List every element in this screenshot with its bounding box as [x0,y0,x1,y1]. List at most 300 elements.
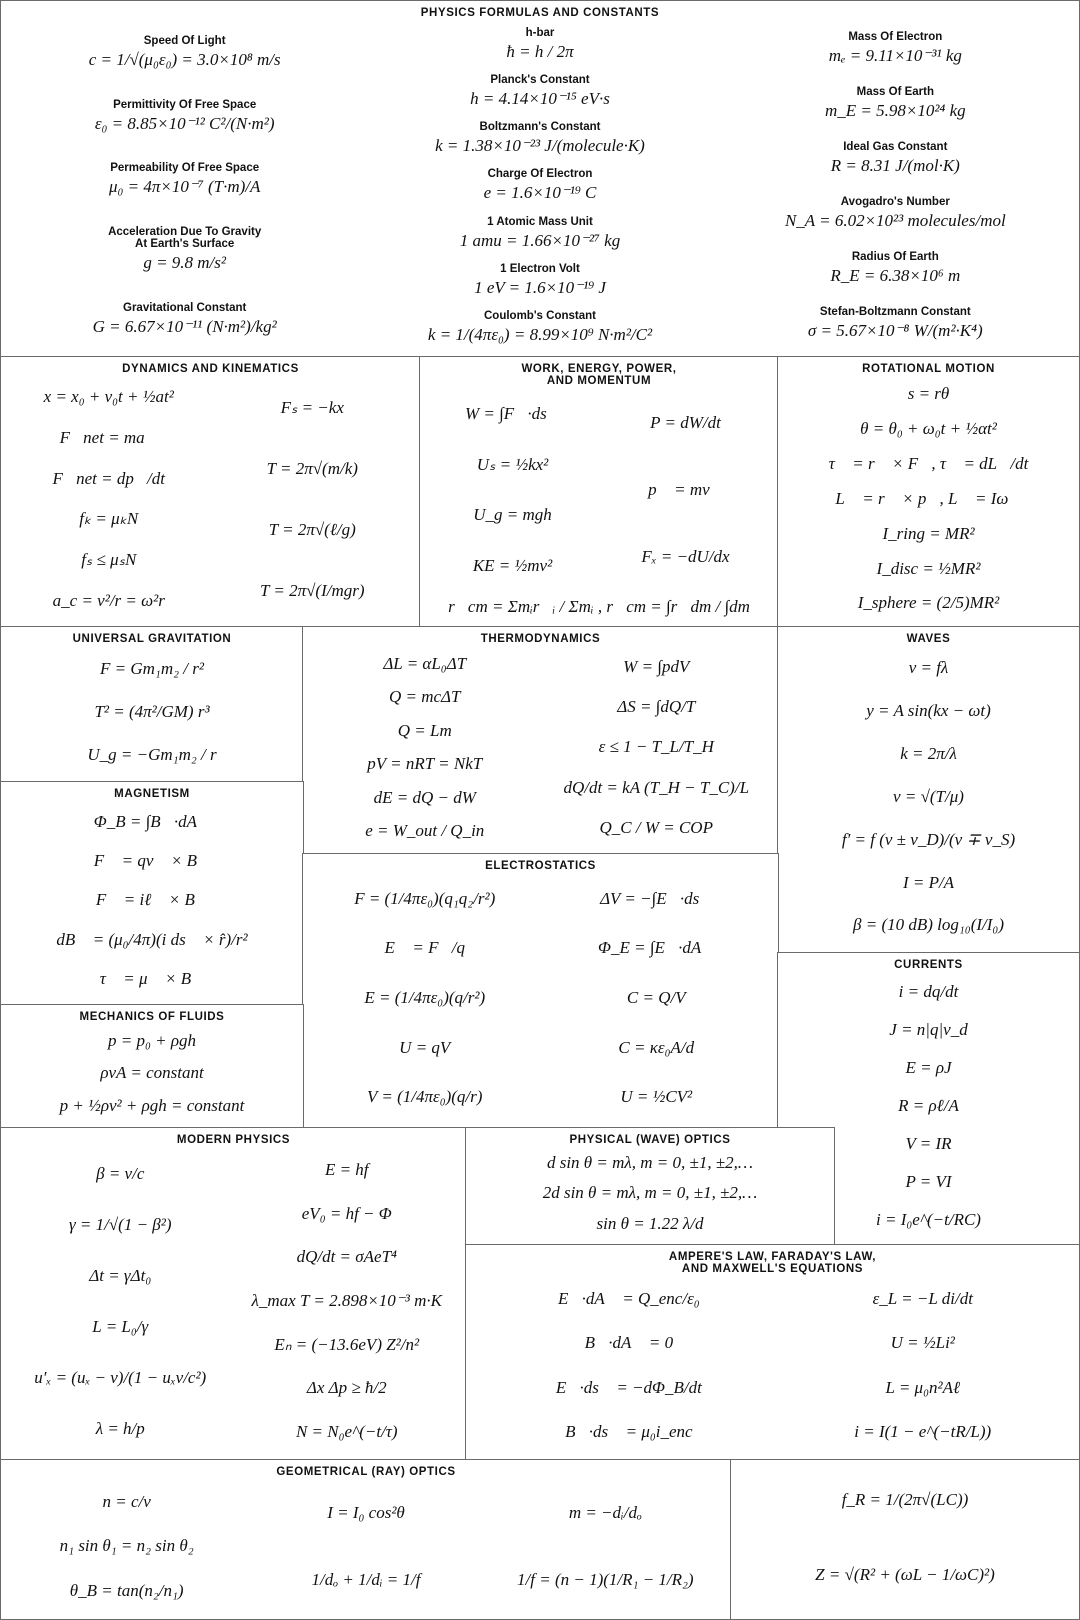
formula-item [56,930,247,950]
formula: Uₛ = ½kx² [476,454,549,474]
formula: R = ρℓ/A [898,1096,959,1115]
formula-item [274,1335,419,1355]
formula: m_E = 5.98×10²⁴ kg [824,101,966,120]
formula: m = −dᵢ/dₒ [568,1503,642,1523]
section-columns [1,375,420,627]
section-waves [777,626,1080,954]
formula-item [383,654,466,674]
formula: V = (1/4πε₀)(q/r) [367,1087,483,1107]
formula-item [598,938,714,958]
formula-column [362,21,717,351]
formula-column [784,647,1073,947]
section-columns [1,19,1079,357]
formula: dQ/dt = kA (T_H − T_C)/L [563,777,750,797]
formula: Q = mcΔT [388,687,461,707]
formula-column [541,874,773,1122]
formula-item [70,1581,184,1601]
formula: F = (1/4πε₀)(q₁q₂/r²) [354,888,496,908]
formula-item [477,455,549,475]
formula-item [650,413,721,433]
formula: T = 2π√(m/k) [266,458,358,478]
formula: 1/dₒ + 1/dᵢ = 1/f [311,1569,421,1589]
formula: 1 amu = 1.66×10⁻²⁷ kg [459,230,621,250]
formula-item [473,556,552,576]
formula-item [252,1291,442,1311]
formula-column [486,1480,725,1613]
formula-column [246,1480,485,1613]
section-columns [303,872,778,1128]
formula-item [60,428,158,448]
formula-item [905,1134,951,1154]
formula-item [905,1172,951,1192]
formula: P = dW/dt [650,412,721,432]
formula-label: Avogadro's Number [840,196,950,208]
formula: s = rθ [907,384,950,404]
formula: dQ/dt = σAeT⁴ [296,1247,397,1267]
formula-column [472,1148,828,1239]
formula-item [94,702,209,722]
formula: L⃗ = r⃗ × p⃗, L⃗ = Iω⃗ [835,488,1022,508]
formula-item [44,387,174,407]
formula: sin θ = 1.22 λ/d [596,1213,704,1233]
formula: μ₀ = 4π×10⁻⁷ (T·m)/A [108,177,261,197]
formula-item [600,818,713,838]
formula-item [470,74,610,109]
formula-item [905,1058,951,1078]
section-title: WORK, ENERGY, POWER, AND MOMENTUM [521,363,677,387]
formula: Φ_E = ∫E⃗·dA⃗ [598,938,715,958]
formula: F⃗net = ma⃗ [59,427,158,447]
formula: fₛ ≤ μₛN [81,549,137,569]
formula-column [7,1480,246,1613]
formula: h = 4.14×10⁻¹⁵ eV·s [470,89,610,109]
section-physical-optics [465,1127,835,1246]
formula-label: Ideal Gas Constant [843,141,948,153]
formula: β = (10 dB) log₁₀(I/I₀) [853,915,1004,935]
formula: p = p₀ + ρgh [107,1031,196,1051]
formula: ΔS = ∫dQ/T [617,697,696,717]
formula: F⃗ = iℓ⃗ × B⃗ [95,890,209,910]
formula: σ = 5.67×10⁻⁸ W/(m²·K⁴) [807,321,983,340]
formula-item [623,657,689,677]
section-title: WAVES [906,633,951,645]
formula: u′ₓ = (uₓ − v)/(1 − uₓv/c²) [34,1367,207,1387]
formula: Q = Lm [397,720,452,740]
formula-label: Gravitational Constant [123,301,247,314]
formula: G = 6.67×10⁻¹¹ (N·m²)/kg² [92,316,277,336]
formula-item [885,1378,960,1398]
formula-label: 1 Electron Volt [500,262,580,275]
section-title: CURRENTS [894,959,963,971]
formula: U = ½CV² [620,1087,693,1107]
formula-item [60,1536,194,1556]
formula-item [854,1422,991,1442]
formula-column [7,377,211,621]
formula-column [234,1148,461,1454]
formula-item [94,851,210,871]
formula: U = ½Li² [890,1333,955,1353]
formula-item [569,1503,642,1523]
formula: Z = √(R² + (ωL − 1/ωC)²) [815,1565,995,1585]
formula-item [297,1247,397,1267]
formula-item [545,1289,700,1309]
formula-column [7,647,297,776]
formula: F = Gm₁m₂ / r² [100,658,204,678]
formula: τ⃗ = μ⃗ × B⃗ [99,969,205,989]
formula: I_sphere = (2/5)MR² [857,593,1000,613]
formula: W = ∫pdV [623,657,690,677]
formula-item [100,659,204,679]
formula-column [211,377,415,621]
section-electrostatics [302,853,779,1129]
formula: dE = dQ − dW [373,787,476,807]
formula-item [296,1422,398,1442]
formula: i = dq/dt [898,982,959,1001]
formula-column [599,389,772,591]
formula: ΔL = αL₀ΔT [383,653,467,673]
formula-item [367,1087,482,1107]
formula: N = N₀e^(−t/τ) [295,1422,398,1442]
formula-column [309,647,541,848]
section-title: PHYSICAL (WAVE) OPTICS [569,1134,731,1146]
formula: Fₓ = −dU/dx [641,547,730,567]
formula-item [866,701,991,721]
formula: v = fλ [908,658,949,678]
formula-item [307,1378,387,1398]
formula-item [96,1164,144,1184]
section-columns [778,645,1079,953]
formula-item [873,1289,973,1309]
formula-column [718,21,1073,351]
formula: c = 1/√(μ₀ε₀) = 3.0×10⁸ m/s [88,50,281,70]
formula-label: Mass Of Electron [848,31,943,43]
formula-item [882,524,974,544]
section-rotational-motion [777,356,1080,628]
formula-item [889,1020,967,1040]
formula-item [108,1031,196,1051]
formula-column [7,1148,234,1454]
section-dynamics-kinematics [0,356,421,628]
formula-item [900,744,957,764]
formula-label: Charge Of Electron [487,168,593,181]
formula: Φ_B = ∫B⃗·dA⃗ [93,811,211,831]
section-columns [731,1460,1079,1619]
formula-item [842,1490,969,1510]
section-title: ROTATIONAL MOTION [862,363,995,375]
formula: k = 2π/λ [900,744,957,764]
formula-column [7,802,297,999]
section-circuit-formulas [730,1459,1080,1620]
formula: R_E = 6.38×10⁶ m [830,266,961,285]
formula-item [829,454,1029,474]
formula-item [648,480,723,500]
formula-column [309,874,541,1122]
section-thermodynamics [302,626,779,855]
formula: ε₀ = 8.85×10⁻¹² C²/(N·m²) [94,113,275,133]
section-columns [778,375,1079,627]
formula-item [89,35,281,70]
formula-item [599,737,714,757]
formula-item [620,1087,692,1107]
formula: 2d sin θ = mλ, m = 0, ±1, ±2,… [542,1183,758,1203]
formula-item [96,890,208,910]
section-constants [0,0,1080,358]
formula: θ_B = tan(n₂/n₁) [69,1580,184,1600]
formula-item [473,505,552,525]
formula-item [435,121,645,156]
formula-label: Radius Of Earth [851,251,939,263]
section-title: DYNAMICS AND KINEMATICS [122,363,299,375]
formula-item [842,830,1015,850]
section-title: MODERN PHYSICS [176,1134,291,1146]
formula-column [7,1025,297,1122]
formula: ∮B⃗·dA⃗ = 0 [571,1333,674,1353]
formula-item [100,969,205,989]
formula: F⃗ = qv⃗ × B⃗ [93,851,211,871]
formula-item [399,1038,450,1058]
section-columns [303,645,778,854]
formula-item [808,306,983,341]
formula: ∮E⃗·ds⃗ = −dΦ_B/dt [542,1377,702,1397]
formula-label: Speed Of Light [143,35,226,48]
formula: Δt = γΔt₀ [89,1265,152,1285]
formula: ħ = h / 2π [506,42,574,62]
formula: R = 8.31 J/(mol·K) [830,156,960,175]
formula: f_R = 1/(2π√(LC)) [841,1489,969,1509]
formula: U_g = mgh [473,505,552,525]
formula-item [302,1204,392,1224]
formula: E = ρJ [905,1058,952,1077]
formula: r⃗cm = Σmᵢr⃗ᵢ / Σmᵢ , r⃗cm = ∫r⃗dm / ∫dm [448,597,750,616]
section-columns [466,1275,1079,1460]
section-columns [1,1023,303,1128]
formula: 1 eV = 1.6×10⁻¹⁹ J [474,277,606,297]
formula-label: Stefan-Boltzmann Constant [819,306,971,318]
section-title: MECHANICS OF FLUIDS [79,1011,225,1023]
formula-item [506,27,573,62]
formula-item [389,687,461,707]
formula-item [876,1210,981,1230]
section-title: THERMODYNAMICS [480,633,601,645]
formula-item [354,889,495,909]
formula: p + ½ρv² + ρgh = constant [59,1095,245,1115]
formula: L = μ₀n²Aℓ [885,1377,961,1397]
formula-item [571,1333,673,1353]
formula: y = A sin(kx − ωt) [866,701,991,721]
section-universal-gravitation [0,626,304,783]
formula: Fₛ = −kx [280,397,344,417]
formula-item [830,251,960,286]
formula: d sin θ = mλ, m = 0, ±1, ±2,… [546,1153,754,1173]
formula-item [903,873,954,893]
formula-item [428,310,652,345]
formula-item [484,168,597,203]
formula: ε ≤ 1 − T_L/T_H [598,737,714,757]
formula: J = n|q|v_d [889,1020,968,1039]
formula: x = x₀ + v₀t + ½at² [43,387,174,407]
formula-item [109,162,260,197]
formula-label: Planck's Constant [490,74,590,87]
formula: k = 1.38×10⁻²³ J/(molecule·K) [435,136,645,156]
formula-item [891,1333,955,1353]
formula-item [898,1096,959,1116]
formula-label: h-bar [525,27,555,40]
formula: dB⃗ = (μ₀/4π)(i ds⃗ × r̂)/r² [56,929,248,949]
formula: ∮E⃗·dA⃗ = Q_enc/ε₀ [544,1289,700,1309]
formula-item [825,86,966,121]
formula: n₁ sin θ₁ = n₂ sin θ₂ [59,1536,194,1556]
formula-item [281,398,344,418]
formula: pV = nRT = NkT [367,754,483,774]
formula-item [853,915,1004,935]
section-title: MAGNETISM [114,788,190,800]
formula-item [87,745,216,765]
section-columns [1,1478,731,1619]
formula-item [597,1214,704,1234]
formula: f′ = f (v ± v_D)/(v ∓ v_S) [841,829,1016,849]
formula-item [53,591,165,611]
formula: I_ring = MR² [882,523,975,543]
formula: λ = h/p [95,1418,145,1438]
formula-item [563,778,749,798]
formula: L = L₀/γ [92,1316,149,1336]
formula-label: Acceleration Due To Gravity At Earth's Surface [108,226,262,251]
formula-item [52,469,165,489]
formula-label: 1 Atomic Mass Unit [487,215,593,228]
formula-item [829,31,962,66]
formula-item [312,1570,421,1590]
section-modern-physics [0,1127,467,1461]
formula-item [108,226,261,273]
formula: T = 2π√(ℓ/g) [268,519,356,539]
section-title: UNIVERSAL GRAVITATION [72,633,232,645]
formula: C = Q/V [626,987,686,1007]
formula: v = √(T/μ) [893,786,964,806]
formula-item [398,721,452,741]
formula: W = ∫F⃗·ds⃗ [465,404,560,424]
formula: ΔV = −∫E⃗·ds⃗ [600,888,713,908]
formula: V = IR [905,1134,952,1153]
formula-column [7,21,362,351]
formula: ρvA = constant [100,1063,204,1083]
formula: I_disc = ½MR² [876,558,981,578]
section-columns [1,1146,466,1460]
section-title: AMPERE'S LAW, FARADAY'S LAW, AND MAXWELL'S EQUATIONS [668,1251,877,1275]
formula-column [773,1277,1074,1454]
section-geometrical-optics [0,1459,732,1620]
formula-column [541,647,773,848]
formula-item [367,754,482,774]
formula-item [81,550,136,570]
formula-label: Coulomb's Constant [484,309,596,322]
formula: τ⃗ = r⃗ × F⃗, τ⃗ = dL⃗/dt [828,454,1029,474]
formula-item [465,404,560,424]
formula-item [69,1215,172,1235]
formula: C = κε₀A/d [618,1037,695,1057]
formula-item [327,1503,405,1523]
section-title: ELECTROSTATICS [485,860,596,872]
formula-item [79,509,138,529]
formula-item [909,658,949,678]
formula: eV₀ = hf − Φ [301,1203,392,1223]
formula-item [95,99,275,134]
formula: 1/f = (n − 1)(1/R₁ − 1/R₂) [517,1569,694,1589]
section-work-energy [419,356,779,628]
formula-item [908,384,950,404]
section-ampere-faraday-maxwell [465,1244,1080,1461]
formula-item [517,1570,694,1590]
formula-item [93,302,277,337]
formula-item [267,459,358,479]
formula: N_A = 6.02×10²³ molecules/mol [784,211,1006,230]
formula: U = qV [399,1037,451,1057]
formula-column [426,389,599,591]
formula-item [835,489,1021,509]
formula-item [600,889,712,909]
formula-label: Permeability Of Free Space [110,162,260,175]
formula-column [472,1277,773,1454]
formula-item [641,547,729,567]
formula-item [96,1419,145,1439]
formula-item [543,1183,758,1203]
formula-item [100,1063,203,1083]
formula-item [260,581,365,601]
formula-item [60,1096,245,1116]
formula: E = hf [324,1159,369,1179]
formula: λ_max T = 2.898×10⁻³ m·K [251,1290,442,1310]
formula-label: Mass Of Earth [856,86,934,98]
formula: n = c/v [102,1492,151,1512]
formula-item [877,559,981,579]
formula: I = P/A [902,872,955,892]
formula-label: Permittivity Of Free Space [113,98,257,111]
formula: U_g = −Gm₁m₂ / r [87,744,217,764]
formula: mₑ = 9.11×10⁻³¹ kg [828,46,962,65]
formula: fₖ = μₖN [79,509,139,529]
formula: γ = 1/√(1 − β²) [68,1214,172,1234]
formula: P = VI [905,1172,952,1191]
formula-item [618,1038,694,1058]
formula: g = 9.8 m/s² [143,253,226,273]
formula-item [899,982,959,1002]
section-mechanics-of-fluids [0,1004,304,1129]
formula-item [325,1160,369,1180]
formula-item [92,1317,148,1337]
formula-item [103,1492,151,1512]
formula-item [364,988,485,1008]
formula: i = I(1 − e^(−tR/L)) [854,1421,992,1441]
formula: p⃗ = mv⃗ [648,479,723,499]
formula-item [269,520,356,540]
formula: T = 2π√(I/mgr) [259,580,365,600]
formula-item [552,1422,693,1442]
formula-item [547,1153,753,1173]
formula-item [815,1565,995,1585]
formula: e = W_out / Q_in [365,821,485,841]
formula-item [785,196,1006,231]
formula: ε_L = −L di/dt [872,1289,973,1309]
formula: e = 1.6×10⁻¹⁹ C [483,183,597,203]
formula-item [831,141,960,176]
section-columns [420,387,778,597]
formula: Q_C / W = COP [599,817,713,837]
formula: β = v/c [96,1163,145,1183]
formula: a_c = v²/r = ω²r [52,590,165,610]
formula-label: Boltzmann's Constant [479,121,601,134]
formula-item [89,1266,151,1286]
formula-item [858,593,1000,613]
formula-item [617,697,695,717]
